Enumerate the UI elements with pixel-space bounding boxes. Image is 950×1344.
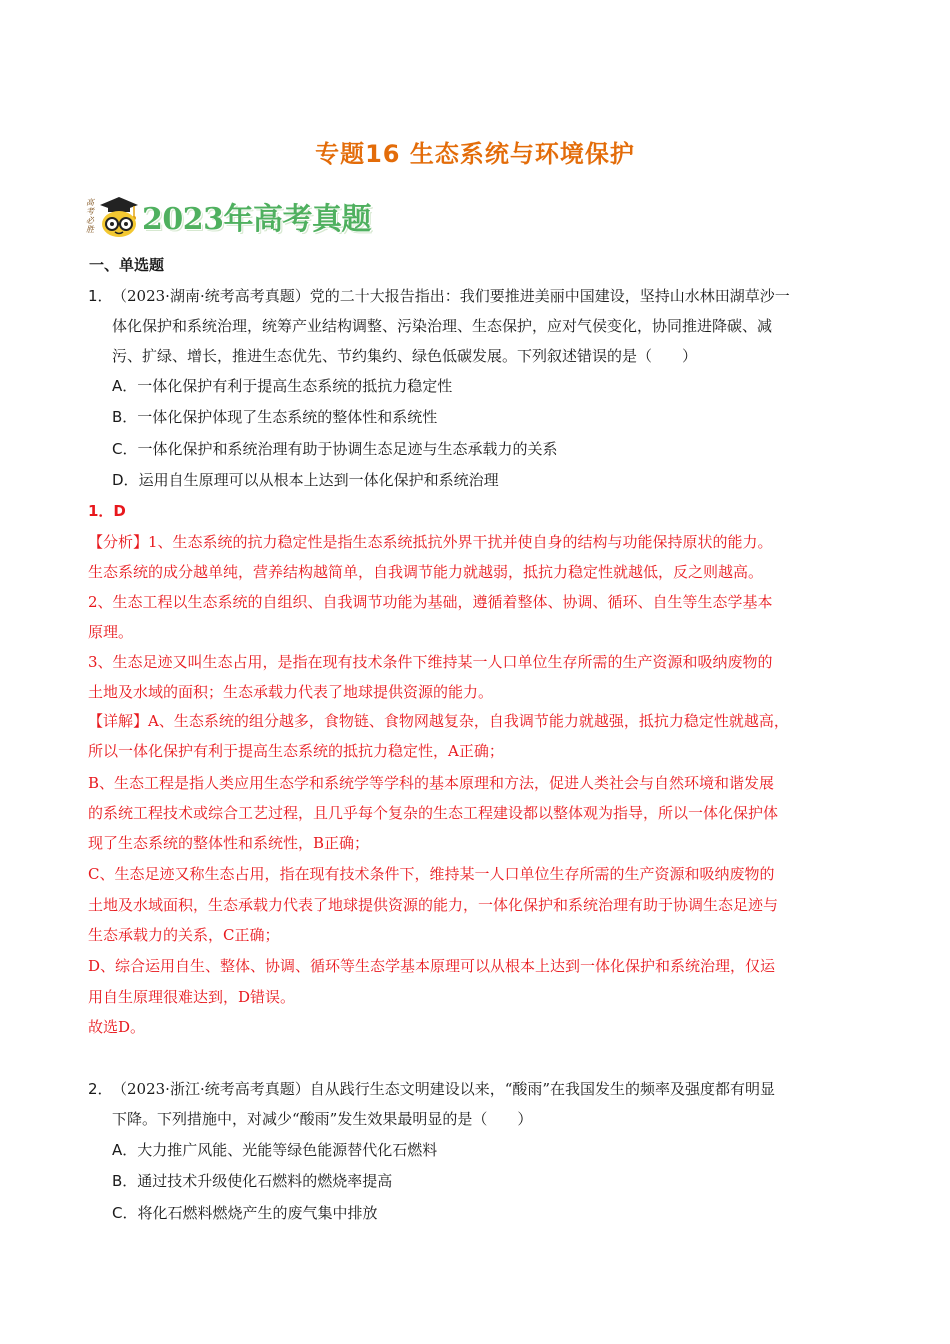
question-text-line: （2023·湖南·统考高考真题）党的二十大报告指出：我们要推进美丽中国建设，坚持山水林田湖草沙一: [112, 287, 790, 305]
question-number: 1．: [88, 287, 113, 305]
page-title: 专题16 生态系统与环境保护: [315, 140, 635, 168]
badge-text: 高考必胜: [86, 198, 94, 234]
answer-text-line: 原理。: [88, 623, 134, 641]
answer-text-line: 的系统工程技术或综合工艺过程，且几乎每个复杂的生态工程建设都以整体观为指导，所以一体化保护体: [88, 804, 779, 822]
option-b: B．通过技术升级使化石燃料的燃烧率提高: [112, 1172, 393, 1190]
answer-number: 1．D: [88, 502, 126, 520]
option-d: D．运用自生原理可以从根本上达到一体化保护和系统治理: [112, 471, 499, 489]
banner-heading: 2023年高考真题: [142, 202, 371, 237]
answer-text-line: D、综合运用自生、整体、协调、循环等生态学基本原理可以从根本上达到一体化保护和系统治理，仅运: [88, 957, 776, 975]
answer-text-line: 【分析】1、生态系统的抗力稳定性是指生态系统抵抗外界干扰并使自身的结构与功能保持原状的能力。: [88, 533, 773, 551]
answer-text-line: 现了生态系统的整体性和系统性，B正确；: [88, 834, 370, 852]
answer-text-line: B、生态工程是指人类应用生态学和系统学等学科的基本原理和方法，促进人类社会与自然环境和谐发展: [88, 774, 775, 792]
answer-text-line: 土地及水域面积，生态承载力代表了地球提供资源的能力，一体化保护和系统治理有助于协调生态足迹与: [88, 896, 779, 914]
question-number: 2．: [88, 1080, 113, 1098]
answer-text-line: 所以一体化保护有利于提高生态系统的抵抗力稳定性，A正确；: [88, 742, 504, 760]
option-a: A．一体化保护有利于提高生态系统的抵抗力稳定性: [112, 377, 453, 395]
option-c: C．将化石燃料燃烧产生的废气集中排放: [112, 1204, 378, 1222]
question-text-line: 体化保护和系统治理，统筹产业结构调整、污染治理、生态保护，应对气侯变化，协同推进降碳、减: [112, 317, 773, 335]
answer-text-line: 2、生态工程以生态系统的自组织、自我调节功能为基础，遵循着整体、协调、循环、自生等生态学基本: [88, 593, 773, 611]
option-c: C．一体化保护和系统治理有助于协调生态足迹与生态承载力的关系: [112, 440, 558, 458]
section-heading: 一、单选题: [89, 256, 165, 274]
answer-text-line: C、生态足迹又称生态占用，指在现有技术条件下，维持某一人口单位生存所需的生产资源和吸纳废物的: [88, 865, 775, 883]
answer-conclusion: 故选D。: [88, 1018, 146, 1036]
option-b: B．一体化保护体现了生态系统的整体性和系统性: [112, 408, 438, 426]
year-banner: [86, 192, 371, 240]
graduate-owl-icon: [98, 193, 140, 239]
answer-text-line: 生态承载力的关系，C正确；: [88, 926, 280, 944]
question-text-line: 下降。下列措施中，对减少“酸雨”发生效果最明显的是（ ）: [112, 1110, 533, 1128]
question-text-line: （2023·浙江·统考高考真题）自从践行生态文明建设以来，“酸雨”在我国发生的频率及强度都有明显: [112, 1080, 776, 1098]
answer-text-line: 生态系统的成分越单纯，营养结构越简单，自我调节能力就越弱，抵抗力稳定性就越低，反之则越高。: [88, 563, 764, 581]
answer-text-line: 土地及水域的面积；生态承载力代表了地球提供资源的能力。: [88, 683, 494, 701]
question-text-line: 污、扩绿、增长，推进生态优先、节约集约、绿色低碳发展。下列叙述错误的是（ ）: [112, 347, 698, 365]
answer-text-line: 用自生原理很难达到，D错误。: [88, 988, 296, 1006]
option-a: A．大力推广风能、光能等绿色能源替代化石燃料: [112, 1141, 438, 1159]
answer-text-line: 【详解】A、生态系统的组分越多，食物链、食物网越复杂，自我调节能力就越强，抵抗力稳定性就越高，: [88, 712, 789, 730]
answer-text-line: 3、生态足迹又叫生态占用，是指在现有技术条件下维持某一人口单位生存所需的生产资源和吸纳废物的: [88, 653, 773, 671]
